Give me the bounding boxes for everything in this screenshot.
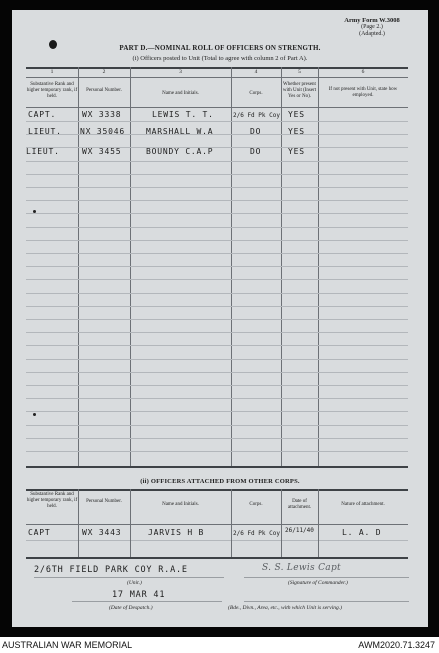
ruled-line	[26, 372, 408, 373]
row-number: WX 3443	[82, 528, 122, 537]
archive-caption: AUSTRALIAN WAR MEMORIAL	[2, 640, 133, 650]
row-present: YES	[288, 127, 305, 136]
ruled-line	[26, 174, 408, 175]
ruled-line	[26, 213, 408, 214]
row-name: LEWIS T. T.	[152, 110, 214, 119]
col-number: 6	[361, 69, 365, 75]
location-label: (Bde., Divn., Area, etc., with which Unit is serving.)	[228, 605, 342, 611]
col-number: 2	[102, 69, 106, 75]
ruled-line	[26, 332, 408, 333]
ruled-line	[26, 227, 408, 228]
col-header-number: Personal Number.	[86, 88, 122, 93]
ruled-line	[26, 425, 408, 426]
ruled-line	[26, 438, 408, 439]
row-present: YES	[288, 110, 305, 119]
archive-reference: AWM2020.71.3247	[358, 640, 435, 650]
ruled-line	[26, 253, 408, 254]
col-header-number: Personal Number.	[86, 499, 122, 504]
ruled-line	[26, 240, 408, 241]
ruled-line	[26, 200, 408, 201]
col-header-name: Name and Initials.	[162, 91, 199, 96]
row-date: 26/11/40	[285, 527, 314, 534]
col-header-nature: Nature of attachment.	[341, 502, 385, 507]
ruled-line	[26, 359, 408, 360]
col-header-date: Date of attachment.	[287, 499, 312, 510]
row-corps: 2/6 Fd Pk Coy	[233, 112, 280, 119]
col-number: 3	[179, 69, 182, 75]
ruled-line	[26, 411, 408, 412]
ruled-line	[26, 385, 408, 386]
unit-value: 2/6TH FIELD PARK COY R.A.E	[34, 565, 188, 575]
row-number: NX 35046	[80, 127, 125, 136]
ruled-line	[26, 306, 408, 307]
despatch-date: 17 MAR 41	[112, 590, 166, 600]
form-name: Army Form W.3008	[344, 17, 400, 24]
ruled-line	[26, 319, 408, 320]
row-number: WX 3338	[82, 110, 122, 119]
row-rank: CAPT	[28, 528, 51, 537]
ruled-line	[26, 398, 408, 399]
ink-dot	[33, 413, 36, 416]
commander-signature: S. S. Lewis Capt	[262, 563, 341, 573]
form-adapted: (Adapted.)	[359, 31, 385, 37]
form-reference	[322, 17, 422, 38]
ruled-line	[26, 451, 408, 452]
row-corps: DO	[250, 147, 262, 156]
form-sheet	[12, 10, 428, 627]
part-d-subtitle: (i) Officers posted to Unit (Total to agree with column 2 of Part A).	[132, 55, 308, 62]
row-present: YES	[288, 147, 305, 156]
ruled-line	[26, 121, 408, 122]
row-name: JARVIS H B	[148, 528, 205, 537]
part-d-title: PART D.—NOMINAL ROLL OF OFFICERS ON STRENGTH.	[119, 44, 321, 52]
col-header-employed: If not present with Unit, state how employed.	[328, 87, 398, 98]
row-name: BOUNDY C.A.P	[146, 147, 214, 156]
ruled-line	[26, 187, 408, 188]
col-header-rank: Substantive Rank and higher temporary rank, if held.	[26, 82, 78, 99]
col-header-corps: Corps.	[249, 91, 263, 96]
ruled-line	[26, 266, 408, 267]
ruled-line	[26, 293, 408, 294]
col-number: 4	[254, 69, 258, 75]
row-name: MARSHALL W.A	[146, 127, 214, 136]
row-corps: DO	[250, 127, 262, 136]
row-corps: 2/6 Fd Pk Coy	[233, 530, 280, 537]
row-number: WX 3455	[82, 147, 122, 156]
signature-label: (Signature of Commander.)	[288, 580, 348, 586]
col-header-corps: Corps.	[249, 502, 263, 507]
row-rank: LIEUT.	[26, 147, 60, 156]
ink-dot	[33, 210, 36, 213]
ruled-line	[26, 161, 408, 162]
part-ii-title: (ii) OFFICERS ATTACHED FROM OTHER CORPS.	[140, 478, 300, 485]
col-header-rank: Substantive Rank and higher temporary rank, if held.	[26, 492, 78, 509]
col-number: 1	[50, 69, 54, 75]
ruled-line	[26, 279, 408, 280]
row-rank: CAPT.	[28, 110, 57, 119]
row-rank: LIEUT.	[28, 127, 62, 136]
unit-label: (Unit.)	[127, 580, 142, 586]
form-page: (Page 2.)	[361, 24, 383, 30]
date-label: (Date of Despatch.)	[109, 605, 153, 611]
row-nature: L. A. D	[342, 528, 382, 537]
col-header-present: Whether present with Unit (Insert Yes or No).	[282, 82, 317, 99]
col-header-name: Name and Initials.	[162, 502, 199, 507]
col-number: 5	[298, 69, 301, 75]
ruled-line	[26, 345, 408, 346]
